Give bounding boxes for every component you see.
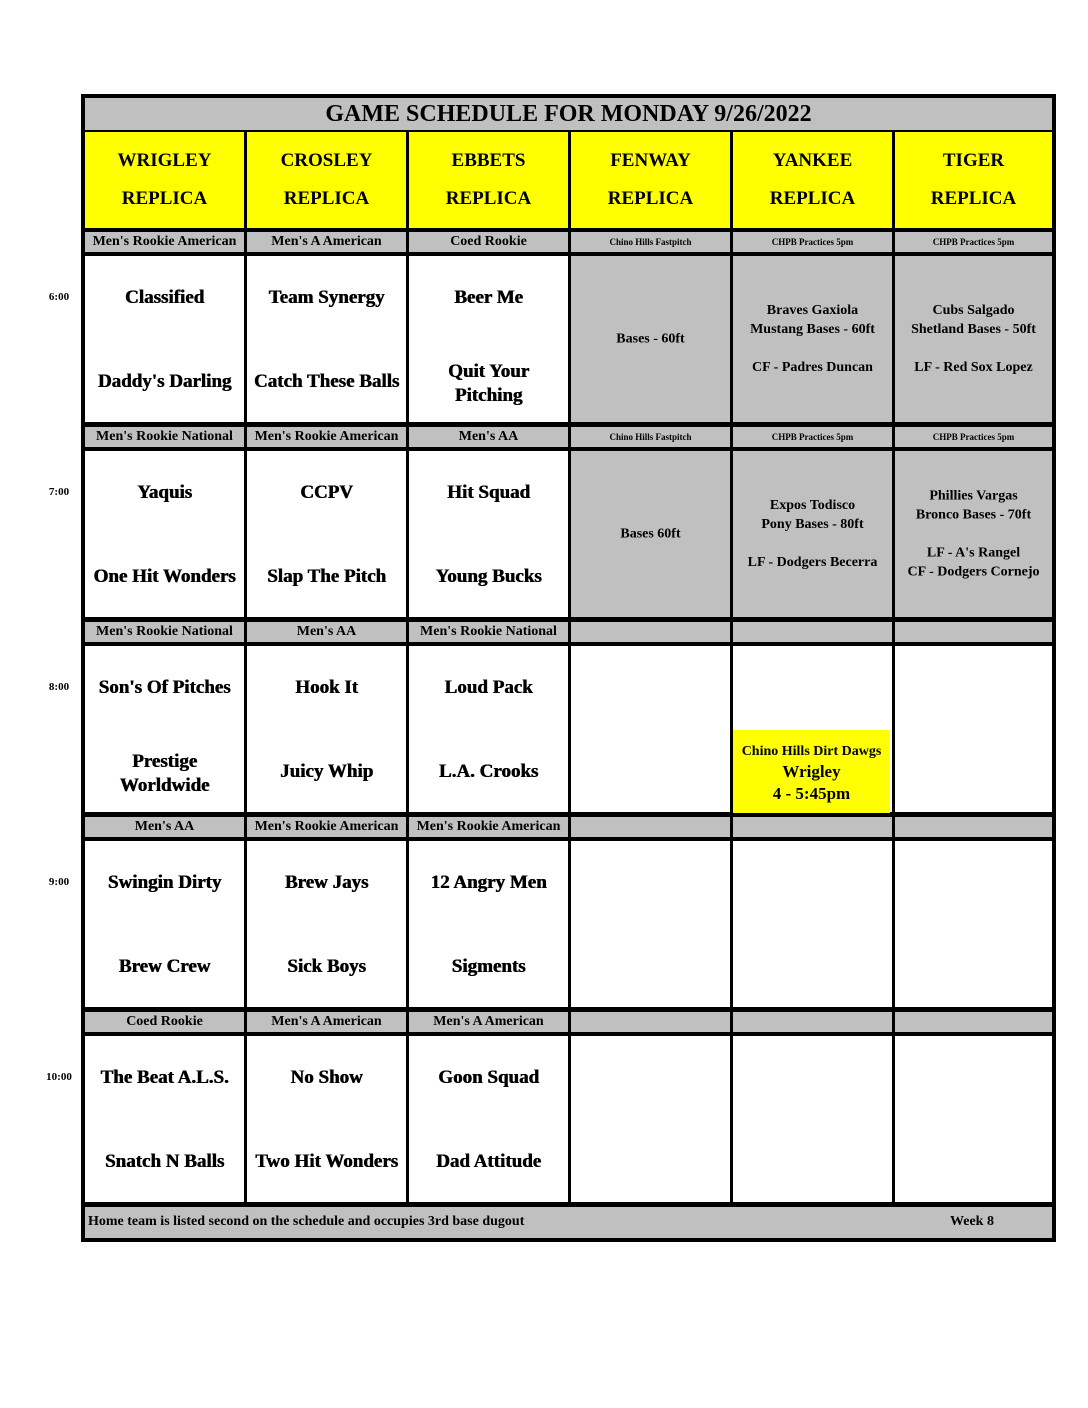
league-label: CHPB Practices 5pm	[733, 427, 892, 447]
league-label	[895, 622, 1052, 642]
field-name: FENWAY	[610, 150, 691, 171]
league-label	[733, 1012, 892, 1032]
league-label: Chino Hills Fastpitch	[571, 232, 730, 252]
game-cell	[85, 256, 244, 422]
practice-note	[895, 301, 1052, 377]
field-cell	[895, 256, 1052, 422]
field-cell	[571, 841, 730, 1007]
practice-note	[571, 525, 730, 544]
home-team: Snatch N Balls	[104, 1151, 225, 1172]
away-team: Son's Of Pitches	[98, 677, 231, 698]
league-label: Men's A American	[247, 1012, 406, 1032]
league-label: Chino Hills Fastpitch	[571, 427, 730, 447]
special-event-field: Wrigley	[782, 762, 841, 781]
away-team: Team Synergy	[268, 287, 385, 308]
field-name: WRIGLEY	[117, 150, 212, 171]
time-label: 8:00	[48, 681, 70, 693]
away-team: Hit Squad	[447, 482, 530, 503]
practice-note-line: Expos Todisco	[769, 498, 856, 513]
away-team: Brew Jays	[284, 872, 369, 893]
home-team: Sigments	[451, 956, 526, 977]
league-label	[895, 1012, 1052, 1032]
home-team: Two Hit Wonders	[255, 1151, 398, 1172]
away-team: Beer Me	[454, 287, 523, 308]
league-label: Men's AA	[85, 817, 244, 837]
game-cell	[409, 841, 568, 1007]
practice-note-line: Braves Gaxiola	[766, 303, 859, 318]
home-team: Prestige Worldwide	[119, 751, 210, 796]
home-team: Juicy Whip	[279, 761, 374, 782]
field-header	[85, 132, 244, 228]
home-team: L.A. Crooks	[438, 761, 539, 782]
league-label: Coed Rookie	[409, 232, 568, 252]
practice-note-line: LF - Red Sox Lopez	[914, 360, 1033, 375]
home-team: One Hit Wonders	[93, 566, 236, 587]
footer-bar	[85, 1207, 1052, 1238]
game-cell	[247, 451, 406, 617]
practice-note-line: Phillies Vargas	[929, 488, 1018, 504]
game-cell	[409, 646, 568, 812]
field-header	[247, 132, 406, 228]
away-team: Yaquis	[137, 482, 192, 503]
field-name: CROSLEY	[280, 150, 373, 171]
footer-note: Home team is listed second on the schedule and occupies 3rd base dugout	[88, 1214, 525, 1229]
game-cell	[85, 646, 244, 812]
field-cell	[895, 1036, 1052, 1202]
practice-note-line: Bases 60ft	[620, 526, 681, 542]
league-label: Men's Rookie American	[247, 427, 406, 447]
home-team: Catch These Balls	[253, 371, 400, 392]
practice-note	[895, 487, 1052, 582]
field-subtitle: REPLICA	[607, 188, 694, 209]
league-label: Men's AA	[247, 622, 406, 642]
game-cell	[247, 1036, 406, 1202]
practice-note-line: Cubs Salgado	[932, 303, 1015, 318]
practice-note-line: LF - A's Rangel	[926, 545, 1021, 561]
league-label: Men's A American	[409, 1012, 568, 1032]
practice-note-line: Bronco Bases - 70ft	[915, 507, 1032, 523]
league-label	[733, 817, 892, 837]
practice-note-line: Mustang Bases - 60ft	[750, 322, 875, 337]
special-event-time: 4 - 5:45pm	[772, 784, 851, 803]
practice-note-line: Shetland Bases - 50ft	[911, 322, 1036, 337]
league-label: CHPB Practices 5pm	[895, 427, 1052, 447]
away-team: No Show	[290, 1067, 363, 1088]
field-cell	[571, 1036, 730, 1202]
schedule-table	[81, 94, 1056, 1242]
game-cell	[85, 1036, 244, 1202]
field-cell	[733, 451, 892, 617]
home-team: Young Bucks	[435, 566, 542, 587]
league-label: Men's AA	[409, 427, 568, 447]
field-header	[571, 132, 730, 228]
league-label: Men's Rookie American	[247, 817, 406, 837]
field-cell	[571, 451, 730, 617]
league-label	[571, 622, 730, 642]
league-label	[571, 817, 730, 837]
practice-note-line	[895, 339, 1052, 358]
field-subtitle: REPLICA	[769, 188, 856, 209]
time-label: 10:00	[46, 1071, 72, 1083]
practice-note	[733, 301, 892, 377]
league-label: Coed Rookie	[85, 1012, 244, 1032]
league-label	[895, 817, 1052, 837]
special-event-badge	[733, 730, 890, 813]
away-team: CCPV	[300, 482, 353, 503]
game-cell	[85, 841, 244, 1007]
field-cell	[895, 451, 1052, 617]
away-team: 12 Angry Men	[430, 872, 547, 893]
practice-note	[571, 330, 730, 349]
league-label: CHPB Practices 5pm	[733, 232, 892, 252]
schedule-title: GAME SCHEDULE FOR MONDAY 9/26/2022	[85, 98, 1052, 130]
home-team: Sick Boys	[287, 956, 366, 977]
away-team: Classified	[124, 287, 205, 308]
field-subtitle: REPLICA	[283, 188, 370, 209]
field-cell	[571, 256, 730, 422]
home-team: Daddy's Darling	[97, 371, 232, 392]
field-header	[895, 132, 1052, 228]
time-label: 9:00	[48, 876, 70, 888]
field-subtitle: REPLICA	[930, 188, 1017, 209]
game-cell	[247, 841, 406, 1007]
league-label: CHPB Practices 5pm	[895, 232, 1052, 252]
home-team: Quit Your Pitching	[447, 361, 530, 406]
game-cell	[247, 256, 406, 422]
league-label: Men's A American	[247, 232, 406, 252]
game-cell	[409, 451, 568, 617]
field-name: YANKEE	[772, 150, 853, 171]
practice-note-line: Pony Bases - 80ft	[761, 517, 864, 532]
game-cell	[85, 451, 244, 617]
league-label: Men's Rookie National	[409, 622, 568, 642]
away-team: Goon Squad	[438, 1067, 539, 1088]
field-subtitle: REPLICA	[121, 188, 208, 209]
home-team: Slap The Pitch	[267, 566, 386, 587]
field-cell	[733, 841, 892, 1007]
field-header	[733, 132, 892, 228]
practice-note	[733, 496, 892, 572]
league-label: Men's Rookie American	[409, 817, 568, 837]
special-event-team: Chino Hills Dirt Dawgs	[741, 744, 882, 759]
league-label	[733, 622, 892, 642]
game-cell	[409, 256, 568, 422]
league-label: Men's Rookie National	[85, 427, 244, 447]
league-label: Men's Rookie American	[85, 232, 244, 252]
time-label: 7:00	[48, 486, 70, 498]
field-name: TIGER	[942, 150, 1005, 171]
field-header	[409, 132, 568, 228]
field-name: EBBETS	[451, 150, 526, 171]
practice-note-line	[733, 339, 892, 358]
practice-note-line	[733, 534, 892, 553]
league-label: Men's Rookie National	[85, 622, 244, 642]
practice-note-line: CF - Padres Duncan	[752, 360, 873, 375]
field-cell	[733, 1036, 892, 1202]
field-cell	[571, 646, 730, 812]
home-team: Dad Attitude	[435, 1151, 542, 1172]
away-team: Swingin Dirty	[107, 872, 222, 893]
practice-note-line: Bases - 60ft	[616, 331, 685, 347]
time-label: 6:00	[48, 291, 70, 303]
home-team: Brew Crew	[118, 956, 211, 977]
practice-note-line	[895, 525, 1052, 544]
week-label: Week 8	[950, 1214, 994, 1229]
field-cell	[895, 841, 1052, 1007]
game-cell	[247, 646, 406, 812]
practice-note-line: CF - Dodgers Cornejo	[907, 564, 1040, 580]
away-team: The Beat A.L.S.	[100, 1067, 229, 1088]
field-cell	[733, 256, 892, 422]
field-cell	[895, 646, 1052, 812]
away-team: Loud Pack	[444, 677, 533, 698]
league-label	[571, 1012, 730, 1032]
game-cell	[409, 1036, 568, 1202]
away-team: Hook It	[295, 677, 358, 698]
field-subtitle: REPLICA	[445, 188, 532, 209]
practice-note-line: LF - Dodgers Becerra	[747, 555, 878, 570]
